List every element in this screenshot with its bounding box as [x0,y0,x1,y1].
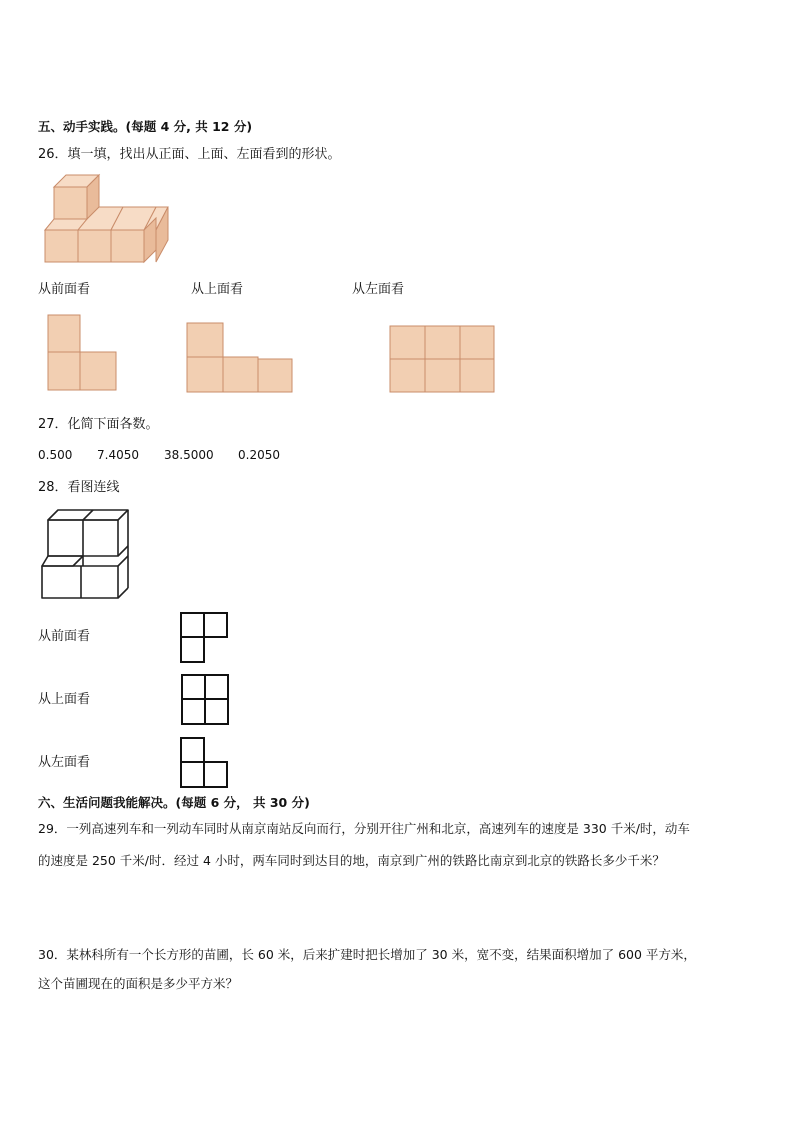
q27-number-3: 38.5000 [164,448,214,462]
q27-number-2: 7.4050 [97,448,139,462]
q28-view-front-label: 从前面看 [38,629,91,644]
q26-view-left-label: 从左面看 [352,282,405,297]
q28-line-drawing-figure [38,506,132,602]
q26-view-top-label: 从上面看 [191,282,244,297]
q28-shape-a [179,611,231,665]
question-29-line-2: 的速度是 250 千米/时．经过 4 小时，两车同时到达目的地，南京到广州的铁路比南京到北京的铁路长多少千米？ [38,853,665,868]
q27-number-4: 0.2050 [238,448,280,462]
q26-view-front-label: 从前面看 [38,282,91,297]
question-26: 26．填一填，找出从正面、上面、左面看到的形状。 [38,147,341,162]
question-30-line-2: 这个苗圃现在的面积是多少平方米？ [38,976,239,991]
q28-view-left-label: 从左面看 [38,755,91,770]
question-29-line-1: 29．一列高速列车和一列动车同时从南京南站反向而行，分别开往广州和北京，高速列车的速度是 330 千米/时，动车 [38,821,690,836]
question-28: 28．看图连线 [38,480,120,495]
section-heading-6: 六、生活问题我能解决。(每题 6 分， 共 30 分) [38,795,310,810]
section-heading-5: 五、动手实践。(每题 4 分, 共 12 分) [38,119,253,134]
question-30-line-1: 30．某林科所有一个长方形的苗圃，长 60 米，后来扩建时把长增加了 30 米，宽不变，结果面积增加了 600 平方米， [38,947,696,962]
q26-top-view-shape [186,322,294,394]
q26-left-view-shape [389,325,496,394]
q26-cube-figure [40,172,170,264]
q26-front-view-shape [47,314,119,392]
q27-number-1: 0.500 [38,448,73,462]
q28-shape-b [180,673,232,727]
q28-view-top-label: 从上面看 [38,692,91,707]
question-27: 27．化简下面各数。 [38,417,159,432]
q28-shape-c [179,736,231,790]
